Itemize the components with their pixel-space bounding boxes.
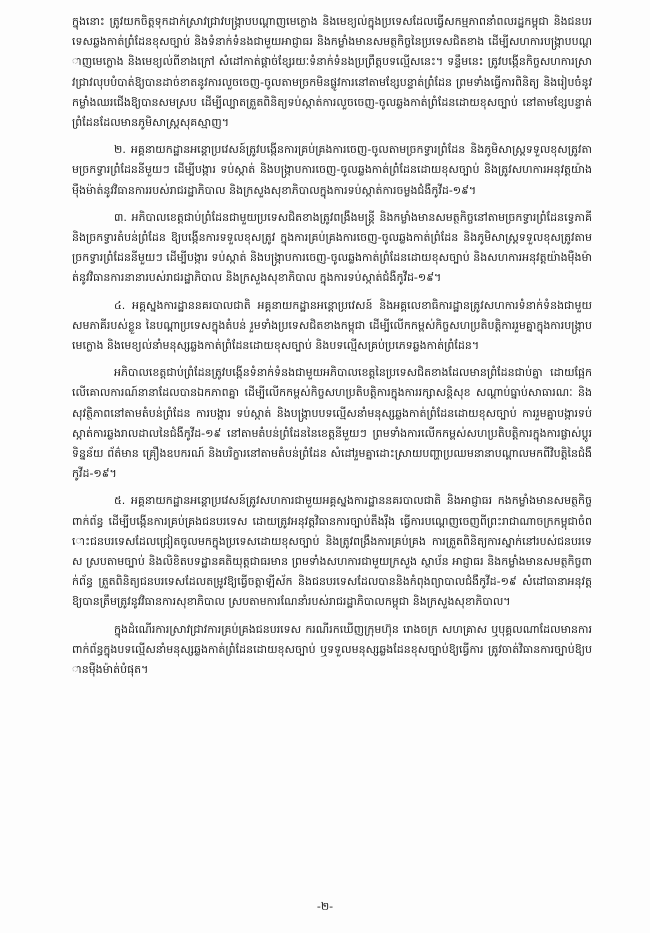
paragraph-1: ក្នុងនោះ ត្រូវយកចិត្តទុកដាក់ស្រាវជ្រាវបង្ក្រាបបណ្ដាញមេក្លោង និងមេខ្យល់ក្នុងប្រទេសដែលធ្វើសកម្មភាពនាំពលរដ្ឋកម្ពុជា និងជនបរទេសឆ្លងកាត់ព្រំដែនខុសច្បាប់ និងទំនាក់ទំនងជាមួយអាជ្ញាធរ និងកម្លាំងមានសមត្ថកិច្ចនៃប្រទេសជិតខាង ដើម្បីសហការបង្ក្រាបបណ្ដាញមេក្លោង និងមេខ្យល់ពីខាងក្រៅ សំដៅកាត់ផ្ដាច់ខ្សែរយៈទំនាក់ទំនងប្រព្រឹត្តបទល្មើសនេះ។ ទន្ទឹមនេះ ត្រូវបង្កើនកិច្ចសហការស្រាវជ្រាវលុបបំបាត់ឱ្យបានដាច់ខាតនូវការលួចចេញ-ចូលតាមច្រកមិនផ្លូវការនៅតាមខ្សែបន្ទាត់ព្រំដែន ព្រមទាំងធ្វើការពិនិត្យ និងរៀបចំនូវកម្លាំងឈរជើងឱ្យបានសមស្រប ដើម្បីល្បាតត្រួតពិនិត្យទប់ស្កាត់ការលួចចេញ-ចូលឆ្លងកាត់ព្រំដែនដោយខុសច្បាប់ នៅតាមខ្សែបន្ទាត់ព្រំដែនដែលមានភូមិសាស្ត្រសុគស្មាញ។ <box>72 15 592 130</box>
document-body <box>72 12 592 687</box>
paragraph-4: ៤. អគ្គស្នងការដ្ឋាននគរបាលជាតិ អគ្គនាយកដ្ឋានអន្តោប្រវេសន៍ និងអគ្គលេខាធិការដ្ឋានត្រូវសហការទំនាក់ទំនងជាមួយសមភាគីរបស់ខ្លួន នៃបណ្ដាប្រទេសក្នុងតំបន់ រួមទាំងប្រទេសជិតខាងកម្ពុជា ដើម្បីលើកកម្ពស់កិច្ចសហប្រតិបត្តិការរួមគ្នាក្នុងការបង្ក្រាបមេក្លោង និងមេខ្យល់នាំមនុស្សឆ្លងកាត់ព្រំដែនដោយខុសច្បាប់ និងបទល្មើសគ្រប់ប្រភេទឆ្លងកាត់ព្រំដែន។ <box>72 298 592 353</box>
paragraph-6: ៥. អគ្គនាយកដ្ឋានអន្តោប្រវេសន៍ត្រូវសហការជាមួយអគ្គស្នងការដ្ឋាននគរបាលជាតិ និងអាជ្ញាធរ កងកម្លាំងមានសមត្ថកិច្ចពាក់ព័ន្ធ ដើម្បីបង្កើនការគ្រប់គ្រងជនបរទេស ដោយត្រូវអនុវត្តវិធានការច្បាប់តឹងរ៉ឹង ធ្វើការបណ្ដេញចេញពីព្រះរាជាណាចក្រកម្ពុជាចំពោះជនបរទេសដែលជ្រៀតចូលមកក្នុងប្រទេសដោយខុសច្បាប់ និងត្រូវពង្រឹងការគ្រប់គ្រង ការត្រួតពិនិត្យការស្នាក់នៅរបស់ជនបរទេស ស្របតាមច្បាប់ និងលិខិតបទដ្ឋានគតិយុត្តជាធរមាន ព្រមទាំងសហការជាមួយក្រសួង ស្ថាប័ន អាជ្ញាធរ និងកម្លាំងមានសមត្ថកិច្ចពាក់ព័ន្ធ ត្រួតពិនិត្យជនបរទេសដែលតម្រូវឱ្យធ្វើចត្តាឡីស័ក និងជនបរទេសដែលបាននិងកំពុងព្យាបាលជំងឺកូវីដ-១៩ សំដៅធានាអនុវត្តឱ្យបានត្រឹមត្រូវនូវវិធានការសុខាភិបាល ស្របតាមការណែនាំរបស់រាជរដ្ឋាភិបាលកម្ពុជា និងក្រសួងសុខាភិបាល។ <box>72 494 592 609</box>
paragraph-2: ២. អគ្គនាយកដ្ឋានអន្តោប្រវេសន៍ត្រូវបង្កើនការគ្រប់គ្រងការចេញ-ចូលតាមច្រកទ្វារព្រំដែន និងភូមិសាស្ត្រទទួលខុសត្រូវតាមច្រកទ្វារព្រំដែននីមួយៗ ដើម្បីបង្ការ ទប់ស្កាត់ និងបង្ក្រាបការចេញ-ចូលឆ្លងកាត់ព្រំដែនដោយខុសច្បាប់ និងត្រូវសហការអនុវត្តយ៉ាងម៉ឺងម៉ាត់នូវវិធានការរបស់រាជរដ្ឋាភិបាល និងក្រសួងសុខាភិបាលក្នុងការទប់ស្កាត់ការចម្លងជំងឺកូវីដ-១៩។ <box>72 143 592 197</box>
paragraph-7: ក្នុងដំណើរការស្រាវជ្រាវការគ្រប់គ្រងជនបរទេស ករណីរកឃើញក្រុមហ៊ុន រោងចក្រ សហគ្រាស ឬបុគ្គលណាដែលមានការពាក់ព័ន្ធក្នុងបទល្មើសនាំមនុស្សឆ្លងកាត់ព្រំដែនដោយខុសច្បាប់ ឬទទួលមនុស្សឆ្លងដែនខុសច្បាប់ឱ្យធ្វើការ ត្រូវចាត់វិធានការច្បាប់ឱ្យបានម៉ឺងម៉ាត់បំផុត។ <box>72 622 592 677</box>
paragraph-3: ៣. អភិបាលខេត្តជាប់ព្រំដែនជាមួយប្រទេសជិតខាងត្រូវពង្រឹងមន្ត្រី និងកម្លាំងមានសមត្ថកិច្ចនៅតាមច្រកទ្វារព្រំដែនទ្វេភាគី និងច្រកទ្វារតំបន់ព្រំដែន ឱ្យបង្កើនការទទួលខុសត្រូវ ក្នុងការគ្រប់គ្រងការចេញ-ចូលឆ្លងកាត់ព្រំដែន និងភូមិសាស្ត្រទទួលខុសត្រូវតាមច្រកទ្វារព្រំដែននីមួយៗ ដើម្បីបង្ការ ទប់ស្កាត់ និងបង្ក្រាបការចេញ-ចូលឆ្លងកាត់ព្រំដែនដោយខុសច្បាប់ និងសហការអនុវត្តយ៉ាងម៉ឺងម៉ាត់នូវវិធានការនានារបស់រាជរដ្ឋាភិបាល និងក្រសួងសុខាភិបាល ក្នុងការទប់ស្កាត់ជំងឺកូវីដ-១៩។ <box>72 210 592 285</box>
page-number: -២- <box>316 900 334 913</box>
paragraph-5: អភិបាលខេត្តជាប់ព្រំដែនត្រូវបង្កើនទំនាក់ទំនងជាមួយអភិបាលខេត្តនៃប្រទេសជិតខាងដែលមានព្រំដែនជាប់គ្នា ដោយផ្អែកលើគោលការណ៍នានាដែលបានឯកភាពគ្នា ដើម្បីលើកកម្ពស់កិច្ចសហប្រតិបត្តិការក្នុងការរក្សាសន្តិសុខ សណ្ដាប់ធ្នាប់សាធារណៈ និងសុវត្ថិភាពនៅតាមតំបន់ព្រំដែន ការបង្ការ ទប់ស្កាត់ និងបង្ក្រាបបទល្មើសនាំមនុស្សឆ្លងកាត់ព្រំដែនដោយខុសច្បាប់ ការរួមគ្នាបង្ការទប់ស្កាត់ការឆ្លងរាលដាលនៃជំងឺកូវីដ-១៩ នៅតាមតំបន់ព្រំដែននៃខេត្តនីមួយៗ ព្រមទាំងការលើកកម្ពស់សហប្រតិបត្តិការក្នុងការផ្លាស់ប្ដូរទិន្នន័យ ព័ត៌មាន គ្រឿងឧបករណ៍ និងបរិក្ខារនៅតាមតំបន់ព្រំដែន សំដៅរួមគ្នាដោះស្រាយបញ្ហាប្រឈមនានាបណ្ដាលមកពីវិបត្តិនៃជំងឺកូវីដ-១៩។ <box>72 366 592 481</box>
